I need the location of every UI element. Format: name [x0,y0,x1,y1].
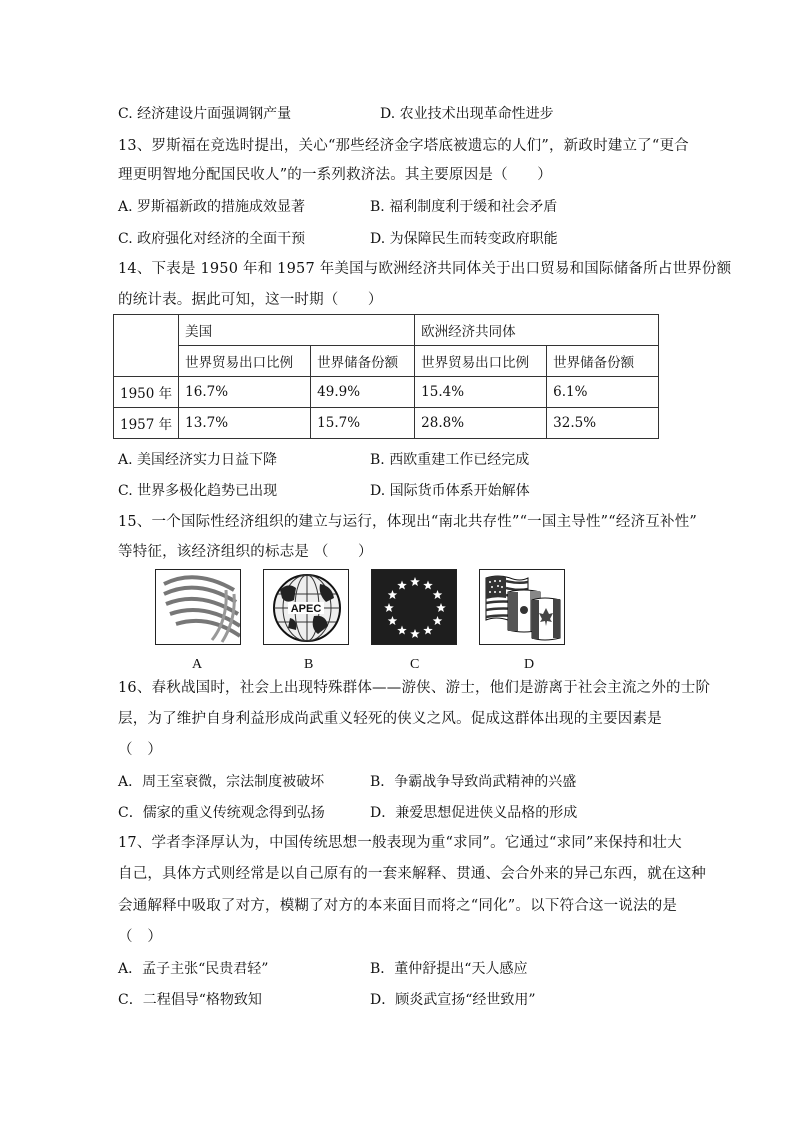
q13-option-c: C. 政府强化对经济的全面干预 [118,231,306,247]
q14-stem-line1: 14、下表是 1950 年和 1957 年美国与欧洲经济共同体关于出口贸易和国际储备所占世界份额 [118,261,732,277]
q14-option-c: C. 世界多极化趋势已出现 [118,483,278,499]
table-sub-header: 世界储备份额 [311,346,415,377]
q14-stem-line2: 的统计表。据此可知，这一时期（ ） [118,292,383,308]
table-group-header-usa: 美国 [179,315,415,346]
table-group-header-eec: 欧洲经济共同体 [415,315,659,346]
q17-option-b: B．董仲舒提出“天人感应 [370,961,528,977]
q16-stem-line3: （ ） [118,742,163,758]
q13-option-d: D. 为保障民生而转变政府职能 [370,231,558,247]
table-row-year: 1957 年 [114,408,179,439]
logo-label-c: C [410,657,420,672]
nafta-flags-logo-icon [479,569,565,645]
q13-option-a: A. 罗斯福新政的措施成效显著 [118,199,306,215]
q16-stem-line2: 层，为了维护自身利益形成尚武重义轻死的侠义之风。促成这群体出现的主要因素是 [118,711,662,727]
table-cell: 16.7% [179,377,311,408]
table-row [114,408,659,439]
eu-stars-flag-icon [371,569,457,645]
q14-statistics-table [113,314,659,439]
table-row [114,377,659,408]
q16-option-a: A．周王室衰微，宗法制度被破坏 [118,774,325,790]
q16-option-c: C．儒家的重义传统观念得到弘扬 [118,805,325,821]
q15-stem-line2: 等特征，该经济组织的标志是 （ ） [118,544,373,560]
apec-globe-logo-icon [263,569,349,645]
table-cell: 15.4% [415,377,547,408]
q17-option-a: A．孟子主张“民贵君轻” [118,961,269,977]
table-sub-header: 世界贸易出口比例 [179,346,311,377]
table-cell: 28.8% [415,408,547,439]
table-cell: 13.7% [179,408,311,439]
q13-stem-line2: 理更明智地分配国民收人”的一系列救济法。其主要原因是（ ） [118,167,552,183]
table-corner-cell [114,315,179,377]
q16-option-d: D．兼爱思想促进侠义品格的形成 [370,805,578,821]
q13-stem-line1: 13、罗斯福在竞选时提出，关心“那些经济金字塔底被遗忘的人们”，新政时建立了“更合 [118,138,689,154]
table-cell: 15.7% [311,408,415,439]
table-cell: 32.5% [547,408,659,439]
logo-label-a: A [192,657,203,672]
q14-option-d: D. 国际货币体系开始解体 [370,483,530,499]
apec-logo-text: APEC [290,603,322,615]
q17-stem-line3: 会通解释中吸取了对方，模糊了对方的本来面目而将之“同化”。以下符合这一说法的是 [118,898,678,914]
q17-option-d: D．顾炎武宣扬“经世致用” [370,992,536,1008]
table-row-year: 1950 年 [114,377,179,408]
table-sub-header: 世界储备份额 [547,346,659,377]
q16-stem-line1: 16、春秋战国时，社会上出现特殊群体——游侠、游士，他们是游离于社会主流之外的士阶 [118,680,711,696]
table-sub-header: 世界贸易出口比例 [415,346,547,377]
q17-stem-line2: 自己，具体方式则经常是以自己原有的一套来解释、贯通、会合外来的异己东西，就在这种 [118,866,706,882]
q12-option-d: D. 农业技术出现革命性进步 [380,106,554,122]
logo-label-d: D [524,657,535,672]
q14-option-b: B. 西欧重建工作已经完成 [370,452,530,468]
wto-logo-icon [155,569,241,645]
q12-option-c: C. 经济建设片面强调钢产量 [118,106,292,122]
q14-option-a: A. 美国经济实力日益下降 [118,452,278,468]
q13-option-b: B. 福利制度利于缓和社会矛盾 [370,199,558,215]
logo-label-b: B [304,657,314,672]
q17-option-c: C．二程倡导“格物致知 [118,992,262,1008]
q16-option-b: B．争霸战争导致尚武精神的兴盛 [370,774,577,790]
table-cell: 49.9% [311,377,415,408]
q17-stem-line4: （ ） [118,929,163,945]
q17-stem-line1: 17、学者李泽厚认为，中国传统思想一般表现为重“求同”。它通过“求同”来保持和壮大 [118,835,682,851]
q15-stem-line1: 15、一个国际性经济组织的建立与运行，体现出“南北共存性”“一国主导性”“经济互补性” [118,514,698,530]
table-cell: 6.1% [547,377,659,408]
